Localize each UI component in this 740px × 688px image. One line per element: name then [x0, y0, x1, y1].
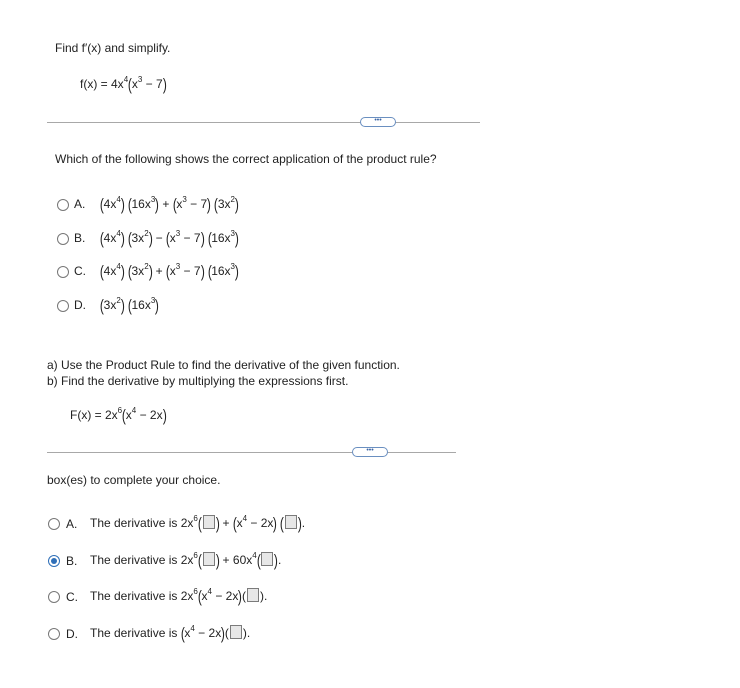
answer-box-b1[interactable]: [203, 552, 215, 566]
answer-box-a2[interactable]: [285, 515, 297, 529]
q3-option-a-radio[interactable]: [48, 518, 60, 530]
q3-box-instruction: box(es) to complete your choice.: [47, 473, 221, 487]
answer-box-b2[interactable]: [261, 552, 273, 566]
q3-option-d-expression[interactable]: The derivative is $(x^4 - 2x)$( ).: [90, 624, 251, 643]
divider-2: [47, 452, 456, 453]
q2-option-a-letter: A.: [74, 197, 86, 211]
q2-option-d-radio[interactable]: [57, 300, 69, 312]
q3-option-c-expression[interactable]: The derivative is $2x^6(x^4 - 2x)$( ).: [90, 587, 268, 606]
q3-option-a-expression[interactable]: The derivative is $2x^6$( ) + $(x^4 - 2x)$ ( ).: [90, 514, 306, 533]
q3-option-c-radio[interactable]: [48, 591, 60, 603]
q1-function: $f(x) = 4x^4(x^3 - 7)$: [80, 75, 167, 94]
q2-option-a-expression[interactable]: $(4x^4) (16x^3) + (x^3 - 7)$ $(3x^2)$: [99, 195, 239, 214]
q2-option-b-radio[interactable]: [57, 233, 69, 245]
q2-option-d-letter: D.: [74, 298, 86, 312]
q3-option-c-letter: C.: [66, 590, 78, 604]
q2-question: Which of the following shows the correct application of the product rule?: [55, 152, 437, 166]
q2-option-c-radio[interactable]: [57, 266, 69, 278]
q3-option-d-letter: D.: [66, 627, 78, 641]
q3-option-d-radio[interactable]: [48, 628, 60, 640]
answer-box-a1[interactable]: [203, 515, 215, 529]
answer-box-c1[interactable]: [247, 588, 259, 602]
q3-option-b-letter: B.: [66, 554, 78, 568]
q2-option-c-letter: C.: [74, 264, 86, 278]
q2-option-d-expression[interactable]: $(3x^2)$ $(16x^3)$: [99, 296, 160, 315]
answer-box-d1[interactable]: [230, 625, 242, 639]
q2-option-a-radio[interactable]: [57, 199, 69, 211]
more-options-button-1[interactable]: •••: [360, 117, 396, 127]
q3-option-b-radio[interactable]: [48, 555, 60, 567]
q2-option-b-expression[interactable]: $(4x^4) (3x^2) - (x^3 - 7)$ $(16x^3)$: [99, 229, 239, 248]
q3-option-b-expression[interactable]: The derivative is $2x^6$( ) + $60x^4$( ).: [90, 551, 282, 570]
q1-instruction: Find f′(x) and simplify.: [55, 41, 171, 55]
q2-option-c-expression[interactable]: $(4x^4) (3x^2) + (x^3 - 7)$ $(16x^3)$: [99, 262, 239, 281]
q3-function: $F(x) = 2x^6(x^4 - 2x)$: [70, 406, 167, 425]
divider-1: [47, 122, 480, 123]
q3-part-a: a) Use the Product Rule to find the derivative of the given function.: [47, 358, 400, 372]
q3-part-b: b) Find the derivative by multiplying the expressions first.: [47, 374, 349, 388]
q2-option-b-letter: B.: [74, 231, 86, 245]
more-options-button-2[interactable]: •••: [352, 447, 388, 457]
q3-option-a-letter: A.: [66, 517, 78, 531]
